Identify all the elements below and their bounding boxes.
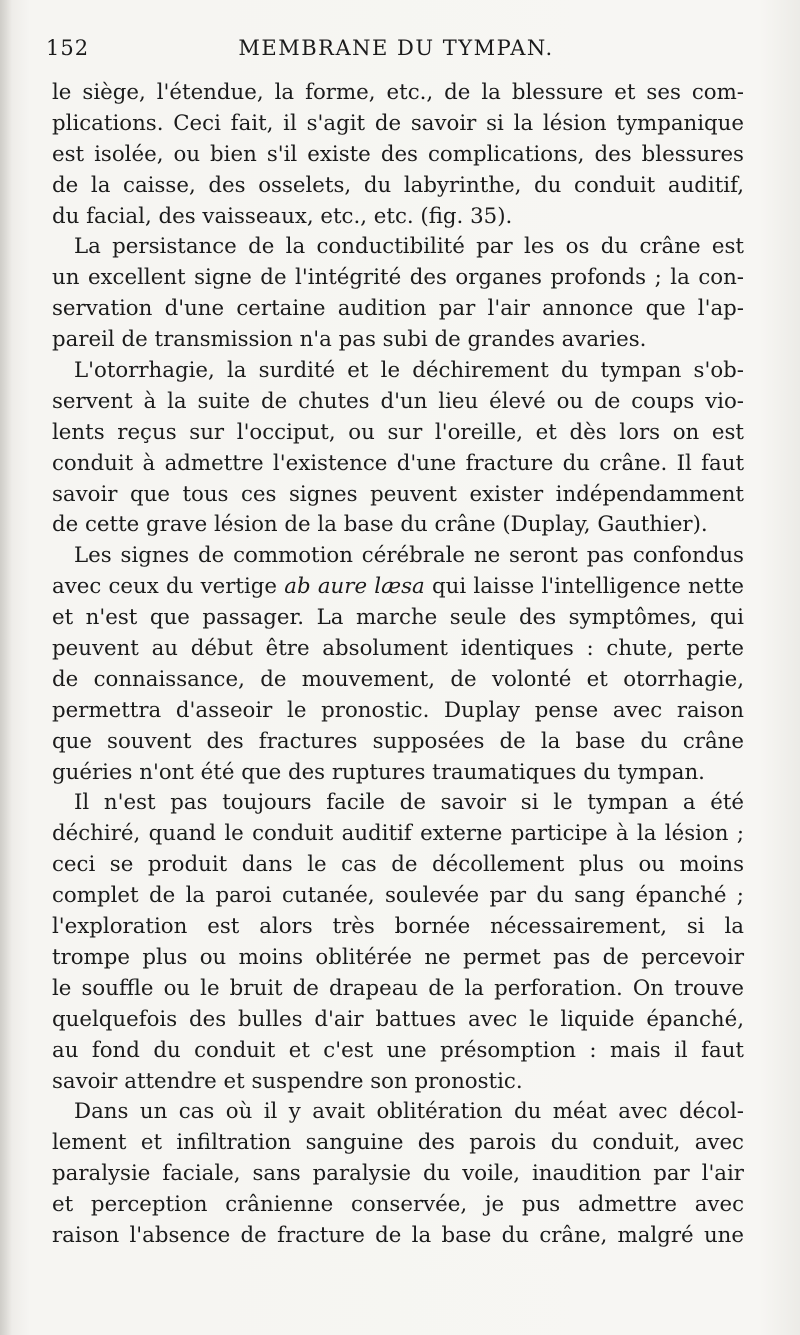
text-line: lement et infiltration sanguine des parois du conduit, avec xyxy=(52,1130,744,1156)
text-line: savoir attendre et suspendre son pronostic. xyxy=(52,1068,523,1094)
text-line: permettra d'asseoir le pronostic. Duplay pense avec raison xyxy=(52,697,744,723)
text-line: Dans un cas où il y avait oblitération du méat avec décol- xyxy=(74,1099,744,1125)
page-number: 152 xyxy=(46,36,90,60)
text-line: que souvent des fractures supposées de la base du crâne xyxy=(52,728,744,754)
text-line: au fond du conduit et c'est une présomption : mais il faut xyxy=(52,1037,744,1063)
text-line: servation d'une certaine audition par l'air annonce que l'ap- xyxy=(52,296,744,322)
text-line: savoir que tous ces signes peuvent exister indépendamment xyxy=(52,481,744,507)
page-gutter-shadow xyxy=(0,0,12,1335)
text-line: servent à la suite de chutes d'un lieu élevé ou de coups vio- xyxy=(52,388,744,414)
text-line: La persistance de la conductibilité par les os du crâne est xyxy=(74,234,744,260)
text-line: paralysie faciale, sans paralysie du voile, inaudition par l'air xyxy=(52,1161,744,1187)
page-header xyxy=(46,36,746,70)
text-line: et n'est que passager. La marche seule des symptômes, qui xyxy=(52,605,744,631)
text-line: plications. Ceci fait, il s'agit de savoir si la lésion tympanique xyxy=(52,110,744,136)
text-line: quelquefois des bulles d'air battues avec le liquide épanché, xyxy=(52,1006,744,1032)
text-line: l'exploration est alors très bornée nécessairement, si la xyxy=(52,914,744,940)
text-line: de la caisse, des osselets, du labyrinthe, du conduit auditif, xyxy=(52,172,744,198)
text-line: ceci se produit dans le cas de décollement plus ou moins xyxy=(52,852,744,878)
text-line: L'otorrhagie, la surdité et le déchirement du tympan s'ob- xyxy=(74,358,744,384)
running-head: MEMBRANE DU TYMPAN. xyxy=(238,36,554,60)
text-line: raison l'absence de fracture de la base du crâne, malgré une xyxy=(52,1222,744,1248)
text-line: un excellent signe de l'intégrité des organes profonds ; la con- xyxy=(52,265,744,291)
text-line: avec ceux du vertige ab aure læsa qui laisse l'intelligence nette xyxy=(52,574,744,600)
text-line: guéries n'ont été que des ruptures traumatiques du tympan. xyxy=(52,759,705,785)
text-line: peuvent au début être absolument identiques : chute, perte xyxy=(52,636,744,662)
text-line: Il n'est pas toujours facile de savoir si le tympan a été xyxy=(74,790,744,816)
text-line: conduit à admettre l'existence d'une fracture du crâne. Il faut xyxy=(52,450,744,476)
text-line: est isolée, ou bien s'il existe des complications, des blessures xyxy=(52,141,744,167)
text-line: le souffle ou le bruit de drapeau de la perforation. On trouve xyxy=(52,975,744,1001)
text-line: lents reçus sur l'occiput, ou sur l'oreille, et dès lors on est xyxy=(52,419,744,445)
text-line: complet de la paroi cutanée, soulevée par du sang épanché ; xyxy=(52,883,744,909)
text-line: pareil de transmission n'a pas subi de grandes avaries. xyxy=(52,327,647,353)
text-line: trompe plus ou moins oblitérée ne permet pas de percevoir xyxy=(52,944,744,970)
text-line: déchiré, quand le conduit auditif externe participe à la lésion ; xyxy=(52,821,744,847)
text-line: Les signes de commotion cérébrale ne seront pas confondus xyxy=(74,543,744,569)
text-line: et perception crânienne conservée, je pus admettre avec xyxy=(52,1192,744,1218)
text-line: le siège, l'étendue, la forme, etc., de la blessure et ses com- xyxy=(52,80,744,105)
text-line: du facial, des vaisseaux, etc., etc. (fig. 35). xyxy=(52,203,513,229)
text-line: de connaissance, de mouvement, de volonté et otorrhagie, xyxy=(52,666,744,692)
text-line: de cette grave lésion de la base du crâne (Duplay, Gauthier). xyxy=(52,512,708,538)
body-text xyxy=(52,78,744,1252)
